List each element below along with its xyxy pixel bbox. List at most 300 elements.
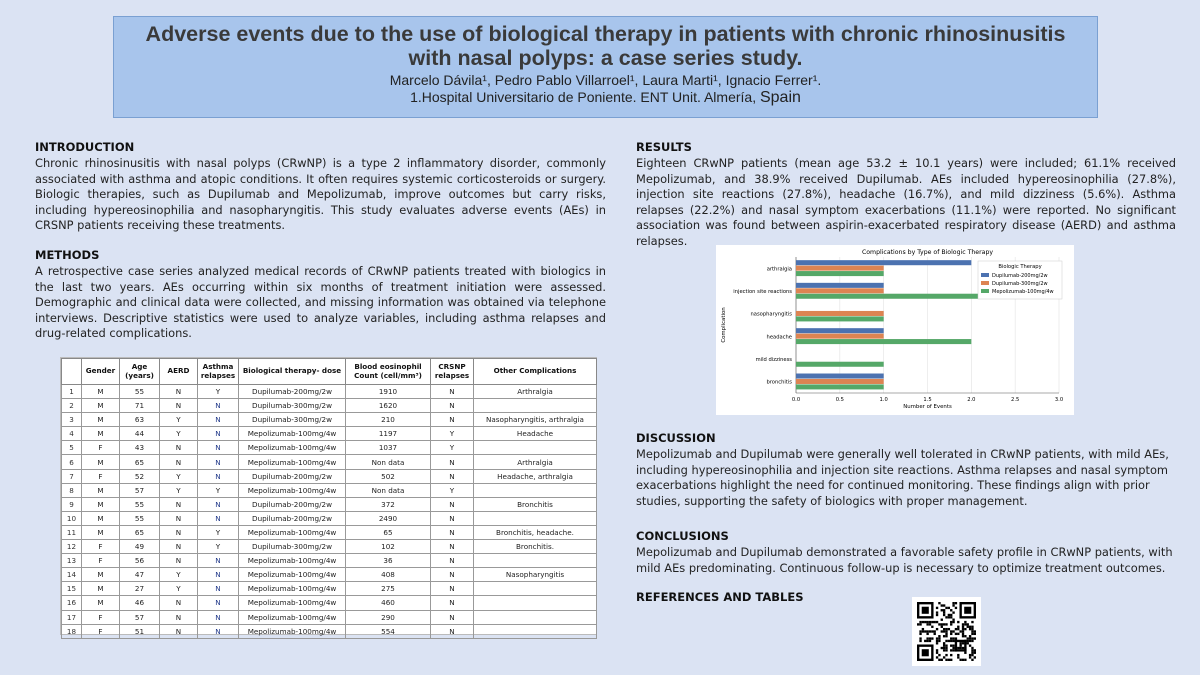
table-cell: 1197 [346,427,431,441]
table-row [62,554,597,568]
table-cell: N [160,497,198,511]
y-tick-label: nasopharyngitis [750,311,792,318]
qr-module [964,628,966,630]
table-cell: 55 [120,385,160,399]
table-row [62,497,597,511]
qr-module [962,642,964,644]
qr-module [950,654,952,656]
table-cell [474,483,597,497]
qr-module [959,644,961,646]
qr-module [950,614,952,616]
y-tick-label: bronchitis [766,379,792,386]
chart-bar [796,316,884,321]
qr-module [955,640,957,652]
methods-section [35,248,606,342]
chart-bar [796,288,884,293]
table-cell: 14 [62,568,82,582]
table-cell: 51 [120,624,160,638]
table-cell: N [160,624,198,638]
qr-module [945,647,947,649]
x-axis-label: Number of Events [903,404,952,410]
qr-module [945,659,947,661]
qr-module [917,644,919,661]
table-header-cell: Gender [82,359,120,385]
chart-bar [796,339,971,344]
qr-module [943,611,945,613]
qr-module [974,637,976,639]
qr-module [924,640,926,642]
qr-module [934,621,936,623]
qr-module [971,630,973,632]
qr-module [926,623,928,625]
table-cell: F [82,469,120,483]
qr-module [917,659,934,661]
qr-module [943,628,945,630]
table-cell: 15 [62,582,82,596]
qr-module [959,602,961,619]
table-row [62,610,597,624]
qr-module [959,659,961,661]
references-section [636,590,936,606]
table-row [62,483,597,497]
affiliation-country: Spain [759,89,801,106]
table-cell: Y [431,483,474,497]
qr-module [967,640,969,642]
table-cell: N [431,540,474,554]
qr-module [959,642,961,644]
qr-module [969,640,971,642]
table-cell: Dupilumab-300mg/2w [239,413,346,427]
qr-module [931,644,933,661]
qr-module [955,607,957,609]
qr-module [962,647,964,649]
methods-text: A retrospective case series analyzed medical records of CRwNP patients treated with biologics in the last two years. AEs occurring within six months of treatment initiation were assessed. Demographic and clinical data were collected, and missing information was obtained via telephone interviews. Descriptive statistics were used to analyze variables, including asthma relapses and drug-related complications. [35,264,606,341]
table-cell: F [82,540,120,554]
qr-module [952,619,954,621]
qr-module [938,635,940,637]
table-cell: M [82,427,120,441]
qr-module [962,659,964,661]
qr-module [950,644,952,646]
table-cell [474,582,597,596]
table-cell: N [431,582,474,596]
chart-bar [796,379,884,384]
qr-module [943,644,945,646]
chart-bar [796,283,884,288]
chart-title: Complications by Type of Biologic Therapy [861,249,994,256]
qr-module [926,637,928,639]
table-cell: Mepolizumab-100mg/4w [239,455,346,469]
qr-module [964,623,966,625]
table-cell: 16 [62,596,82,610]
qr-module [936,637,938,639]
chart-bar [796,362,884,367]
table-cell: Dupilumab-200mg/2w [239,469,346,483]
x-tick-label: 0.0 [791,397,801,403]
legend-entry: Dupilumab-200mg/2w [992,273,1048,279]
qr-module [936,652,938,654]
qr-module [922,621,924,623]
qr-module [971,628,973,630]
qr-module [919,633,921,635]
table-cell: M [82,385,120,399]
table-cell: Non data [346,455,431,469]
table-cell: Non data [346,483,431,497]
qr-module [971,621,973,623]
table-cell: N [160,385,198,399]
legend-title: Biologic Therapy [998,264,1042,270]
table-cell: N [431,624,474,638]
qr-module [964,635,966,637]
table-cell: 1 [62,385,82,399]
qr-module [936,628,938,630]
table-cell: N [160,610,198,624]
table-row [62,582,597,596]
qr-module [974,656,976,658]
table-cell: F [82,441,120,455]
qr-module [964,621,966,623]
y-tick-label: injection site reactions [733,289,792,295]
qr-module [974,602,976,619]
table-cell [474,441,597,455]
table-cell: Y [198,525,239,539]
qr-module [919,630,921,632]
table-cell [474,399,597,413]
table-cell: 1620 [346,399,431,413]
table-cell: N [198,596,239,610]
table-cell: Y [198,540,239,554]
qr-module [941,647,943,649]
table-header-row [62,359,597,385]
y-tick-label: mild dizziness [755,357,792,363]
table-cell: Y [198,483,239,497]
qr-module [943,635,945,637]
qr-module [917,602,919,619]
table-cell: Dupilumab-200mg/2w [239,511,346,525]
qr-module [943,623,945,625]
chart-bar [796,374,884,379]
qr-module [952,647,954,649]
results-section [636,140,1176,250]
qr-module [957,656,959,658]
table-cell: M [82,511,120,525]
table-cell: 372 [346,497,431,511]
table-header-cell: Biological therapy- dose [239,359,346,385]
qr-module [929,637,931,639]
table-header-cell: CRSNP relapses [431,359,474,385]
qr-module [964,640,966,652]
table-cell: Mepolizumab-100mg/4w [239,568,346,582]
qr-module [952,604,954,606]
qr-module [934,633,936,635]
qr-module [952,630,954,632]
table-cell: 11 [62,525,82,539]
qr-module [957,633,959,635]
table-cell: 502 [346,469,431,483]
qr-module [957,621,959,623]
qr-module [974,633,976,635]
chart-bar [796,384,884,389]
qr-module [941,626,943,628]
qr-module [957,647,959,649]
qr-module [929,623,931,625]
results-text: Eighteen CRwNP patients (mean age 53.2 ± 10.1 years) were included; 61.1% received Mepolizumab, and 38.9% received Dupilumab. AEs included hypereosinophilia (27.8%), injection site reactions (27.8%), headache (16.7%), and mild dizziness (5.6%). Asthma relapses (22.2%) and nasal symptom exacerbations (11.1%) were reported. No significant association was found between aspirin-exacerbated respiratory disease (AERD) and asthma relapses. [636,156,1176,248]
table-cell: Y [160,469,198,483]
legend-swatch [981,281,989,285]
qr-module [971,659,973,661]
qr-module [934,630,936,632]
qr-module [948,614,950,616]
y-tick-label: headache [766,334,792,341]
table-cell: N [431,568,474,582]
table-cell: 4 [62,427,82,441]
table-cell: Dupilumab-200mg/2w [239,497,346,511]
x-tick-label: 3.0 [1054,397,1064,403]
qr-code-icon[interactable] [912,597,981,666]
title-line-2: with nasal polyps: a case series study. [408,46,803,70]
table-cell: N [198,610,239,624]
qr-module [959,647,961,649]
qr-module [969,635,971,637]
discussion-text: Mepolizumab and Dupilumab were generally well tolerated in CRwNP patients, with mild AEs, including hypereosinophilia and injection site reactions. Asthma relapses and nasal symptom exacerbations highlight the need for continued monitoring. These findings align with prior studies, supporting the safety of biologics with proper management. [636,447,1169,508]
table-cell: 2 [62,399,82,413]
qr-module [950,640,952,642]
qr-module [974,649,976,651]
qr-module [952,637,954,639]
qr-module [962,626,964,628]
table-row [62,441,597,455]
qr-module [945,623,947,625]
patients-table-wrapper [60,357,597,635]
qr-module [948,659,950,661]
qr-module [948,616,950,618]
table-cell: 56 [120,554,160,568]
legend-entry: Mepolizumab-100mg/4w [992,289,1054,295]
table-cell: Nasopharyngitis, arthralgia [474,413,597,427]
table-cell: 8 [62,483,82,497]
qr-module [974,630,976,632]
table-cell: N [160,554,198,568]
table-cell: 44 [120,427,160,441]
qr-module [943,630,945,632]
table-cell: 12 [62,540,82,554]
table-cell: 65 [120,525,160,539]
qr-module [950,609,952,611]
qr-module [950,616,952,618]
table-cell: N [198,441,239,455]
y-tick-label: arthralgia [766,266,792,273]
chart-bar [796,260,971,265]
qr-module [936,611,938,613]
qr-module [969,644,971,646]
table-cell: 1037 [346,441,431,455]
qr-module [919,637,921,639]
table-cell [474,596,597,610]
complications-chart [716,245,1074,415]
qr-module [950,659,952,661]
table-cell: 57 [120,483,160,497]
qr-module [971,640,973,642]
qr-module [926,640,928,642]
table-cell: Arthralgia [474,385,597,399]
table-cell: 6 [62,455,82,469]
qr-module [971,626,973,628]
qr-module [964,607,971,614]
chart-bar [796,334,884,339]
qr-module [959,630,961,632]
qr-module [941,623,943,625]
qr-module [957,654,959,656]
qr-module [950,633,952,635]
table-cell: N [431,455,474,469]
table-cell: Bronchitis [474,497,597,511]
qr-module [950,649,952,651]
table-cell: 1910 [346,385,431,399]
qr-module [943,642,945,644]
qr-module [967,642,969,644]
table-cell: M [82,413,120,427]
conclusions-text: Mepolizumab and Dupilumab demonstrated a favorable safety profile in CRwNP patients, with mild AEs predominating. Continuous follow-up is necessary to optimize treatment outcomes. [636,545,1173,575]
legend-entry: Dupilumab-300mg/2w [992,281,1048,287]
qr-module [948,640,950,642]
chart-bar [796,311,884,316]
table-cell: M [82,568,120,582]
table-cell: 49 [120,540,160,554]
qr-module [943,647,945,649]
patients-table [61,358,597,639]
table-cell: 13 [62,554,82,568]
introduction-section [35,140,606,234]
qr-module [959,616,976,618]
table-row [62,385,597,399]
qr-module [952,602,954,604]
qr-module [945,635,947,637]
table-cell: Y [160,582,198,596]
qr-module [938,637,940,639]
qr-module [931,630,933,632]
qr-module [917,623,919,625]
table-row [62,413,597,427]
qr-module [943,656,945,658]
affiliation [114,89,1097,107]
legend-swatch [981,273,989,277]
qr-module [931,621,933,623]
qr-module [952,649,954,651]
qr-module [962,635,964,637]
table-cell: N [431,497,474,511]
qr-module [945,607,947,609]
qr-module [936,614,938,616]
table-cell: 65 [120,455,160,469]
qr-module [952,640,954,642]
qr-module [962,630,964,632]
qr-module [943,609,945,611]
table-cell: N [431,610,474,624]
qr-module [971,649,973,651]
qr-module [945,616,947,618]
table-row [62,568,597,582]
table-cell: Dupilumab-300mg/2w [239,399,346,413]
qr-module [945,633,947,635]
qr-module [967,623,969,625]
authors: Marcelo Dávila¹, Pedro Pablo Villarroel¹, Laura Marti¹, Ignacio Ferrer¹. [389,72,822,88]
qr-module [955,633,957,635]
qr-module [950,623,952,625]
table-cell: Bronchitis. [474,540,597,554]
table-cell: Dupilumab-200mg/2w [239,385,346,399]
qr-module [943,604,945,606]
introduction-heading: INTRODUCTION [35,140,135,154]
table-cell: 210 [346,413,431,427]
table-cell: N [431,511,474,525]
qr-module [950,630,952,632]
table-cell: Dupilumab-300mg/2w [239,540,346,554]
discussion-section [636,431,1176,509]
table-cell: N [160,511,198,525]
qr-module [936,649,938,651]
table-row [62,624,597,638]
table-cell: Mepolizumab-100mg/4w [239,582,346,596]
table-cell: Y [431,441,474,455]
table-cell: M [82,399,120,413]
table-cell: N [198,427,239,441]
table-cell: N [431,399,474,413]
table-cell: 57 [120,610,160,624]
qr-module [924,621,926,623]
qr-module [938,623,940,625]
qr-module [945,630,947,632]
chart-svg [716,245,1074,415]
qr-module [957,626,959,628]
table-cell: N [198,399,239,413]
qr-module [929,630,931,632]
qr-module [967,626,969,628]
qr-module [936,642,938,644]
qr-module [971,633,973,635]
chart-bar [796,266,884,271]
table-cell: 408 [346,568,431,582]
qr-module [955,637,957,639]
table-header-cell: Asthma relapses [198,359,239,385]
qr-module [941,659,943,661]
qr-module [962,633,964,635]
qr-module [950,621,952,623]
qr-module [971,652,973,654]
table-cell: N [160,596,198,610]
qr-module [922,628,924,630]
qr-module [917,616,934,618]
qr-module [943,649,945,651]
qr-module [936,640,938,642]
qr-module [938,654,940,656]
qr-module [950,637,952,639]
table-cell: 290 [346,610,431,624]
qr-module [945,644,947,646]
chart-bar [796,328,884,333]
poster-title [114,22,1097,70]
table-cell: 47 [120,568,160,582]
qr-module [948,607,950,609]
table-cell: N [198,511,239,525]
qr-module [969,656,971,658]
table-cell: Headache [474,427,597,441]
qr-module [962,623,964,625]
qr-module [964,652,966,654]
table-cell: 52 [120,469,160,483]
table-cell: N [160,399,198,413]
table-cell: N [431,525,474,539]
qr-module [929,640,931,642]
